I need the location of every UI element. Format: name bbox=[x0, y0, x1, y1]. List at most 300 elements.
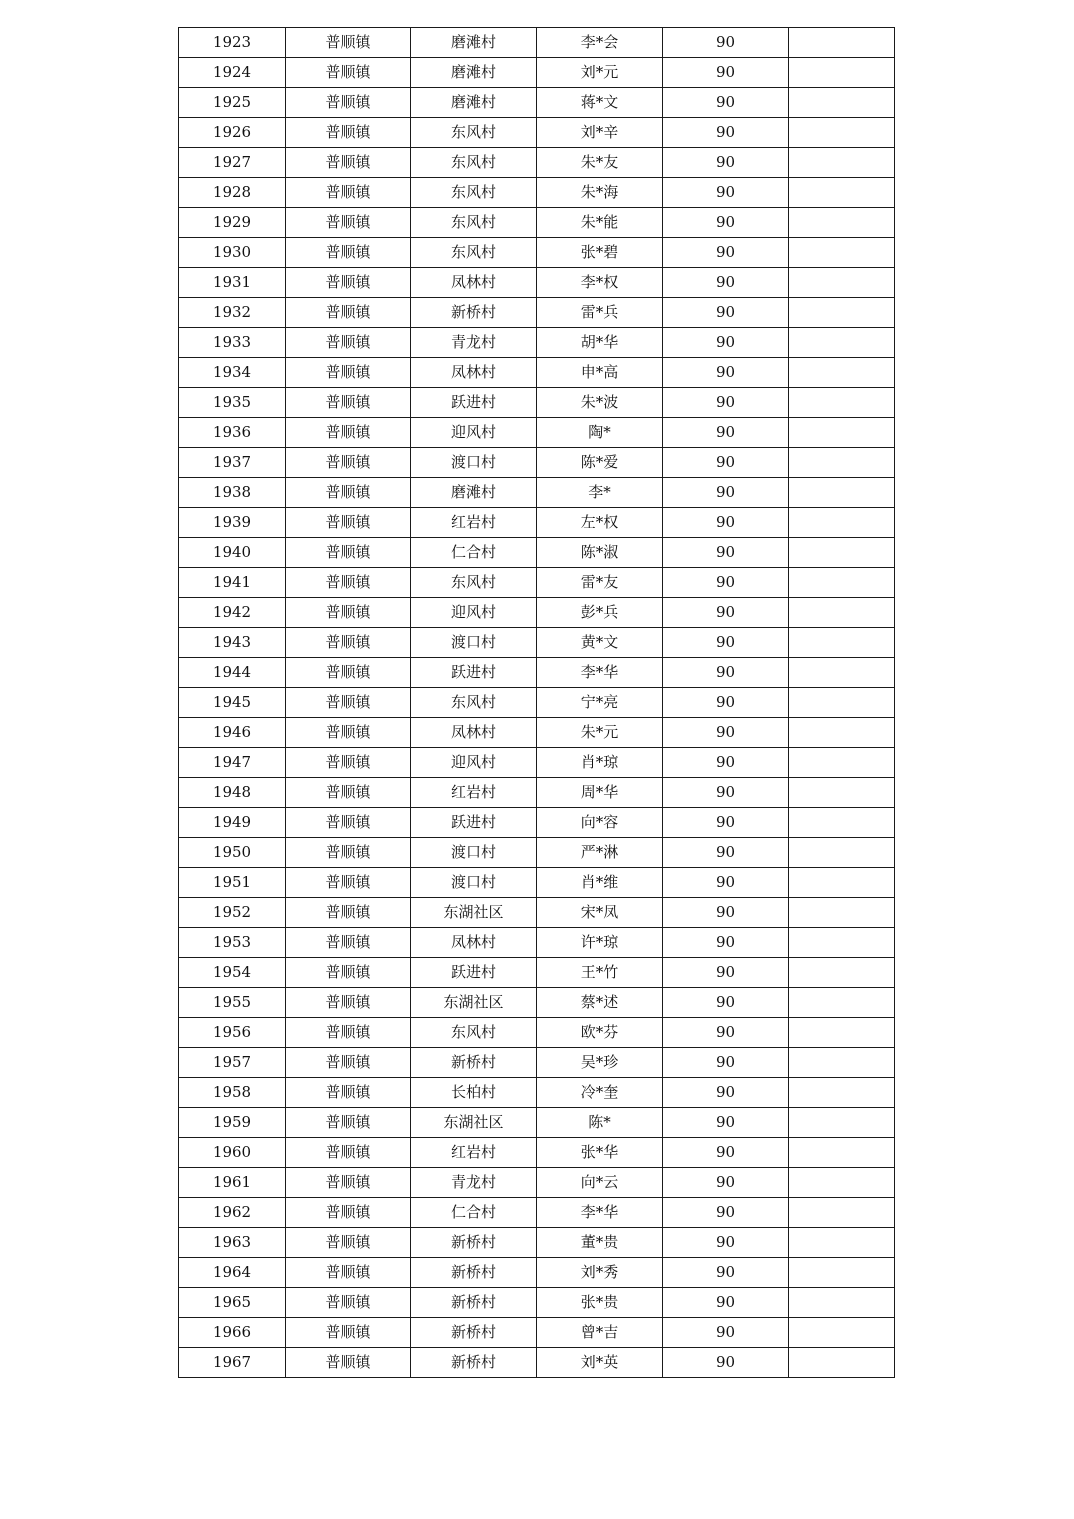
table-row bbox=[179, 1018, 895, 1048]
village-cell: 东风村 bbox=[411, 1018, 537, 1048]
town-cell: 普顺镇 bbox=[286, 1108, 411, 1138]
village-cell: 青龙村 bbox=[411, 1168, 537, 1198]
row-number-cell: 1941 bbox=[179, 568, 286, 598]
table-row bbox=[179, 88, 895, 118]
note-cell bbox=[789, 1168, 895, 1198]
row-number-cell: 1951 bbox=[179, 868, 286, 898]
table-row bbox=[179, 1288, 895, 1318]
name-cell: 刘*英 bbox=[537, 1348, 663, 1378]
table-row bbox=[179, 808, 895, 838]
note-cell bbox=[789, 388, 895, 418]
name-cell: 张*华 bbox=[537, 1138, 663, 1168]
row-number-cell: 1927 bbox=[179, 148, 286, 178]
table-row bbox=[179, 118, 895, 148]
name-cell: 欧*芬 bbox=[537, 1018, 663, 1048]
row-number-cell: 1937 bbox=[179, 448, 286, 478]
row-number-cell: 1947 bbox=[179, 748, 286, 778]
town-cell: 普顺镇 bbox=[286, 928, 411, 958]
amount-cell: 90 bbox=[663, 58, 789, 88]
town-cell: 普顺镇 bbox=[286, 1018, 411, 1048]
town-cell: 普顺镇 bbox=[286, 118, 411, 148]
table-row bbox=[179, 418, 895, 448]
note-cell bbox=[789, 778, 895, 808]
name-cell: 朱*能 bbox=[537, 208, 663, 238]
town-cell: 普顺镇 bbox=[286, 988, 411, 1018]
village-cell: 渡口村 bbox=[411, 448, 537, 478]
amount-cell: 90 bbox=[663, 718, 789, 748]
amount-cell: 90 bbox=[663, 568, 789, 598]
table-row bbox=[179, 868, 895, 898]
name-cell: 李* bbox=[537, 478, 663, 508]
name-cell: 向*云 bbox=[537, 1168, 663, 1198]
village-cell: 迎风村 bbox=[411, 748, 537, 778]
village-cell: 凤林村 bbox=[411, 718, 537, 748]
village-cell: 渡口村 bbox=[411, 868, 537, 898]
table-row bbox=[179, 658, 895, 688]
table-row bbox=[179, 478, 895, 508]
village-cell: 新桥村 bbox=[411, 1228, 537, 1258]
amount-cell: 90 bbox=[663, 868, 789, 898]
amount-cell: 90 bbox=[663, 88, 789, 118]
name-cell: 王*竹 bbox=[537, 958, 663, 988]
village-cell: 仁合村 bbox=[411, 1198, 537, 1228]
table-row bbox=[179, 838, 895, 868]
amount-cell: 90 bbox=[663, 628, 789, 658]
name-cell: 刘*辛 bbox=[537, 118, 663, 148]
amount-cell: 90 bbox=[663, 1258, 789, 1288]
village-cell: 东湖社区 bbox=[411, 1108, 537, 1138]
name-cell: 李*华 bbox=[537, 658, 663, 688]
row-number-cell: 1926 bbox=[179, 118, 286, 148]
row-number-cell: 1936 bbox=[179, 418, 286, 448]
note-cell bbox=[789, 118, 895, 148]
name-cell: 朱*元 bbox=[537, 718, 663, 748]
village-cell: 新桥村 bbox=[411, 1288, 537, 1318]
town-cell: 普顺镇 bbox=[286, 718, 411, 748]
village-cell: 迎风村 bbox=[411, 418, 537, 448]
town-cell: 普顺镇 bbox=[286, 1348, 411, 1378]
note-cell bbox=[789, 358, 895, 388]
note-cell bbox=[789, 748, 895, 778]
village-cell: 东风村 bbox=[411, 148, 537, 178]
amount-cell: 90 bbox=[663, 958, 789, 988]
row-number-cell: 1931 bbox=[179, 268, 286, 298]
table-row bbox=[179, 58, 895, 88]
row-number-cell: 1934 bbox=[179, 358, 286, 388]
note-cell bbox=[789, 1018, 895, 1048]
table-row bbox=[179, 988, 895, 1018]
table-row bbox=[179, 1078, 895, 1108]
name-cell: 蒋*文 bbox=[537, 88, 663, 118]
note-cell bbox=[789, 1258, 895, 1288]
town-cell: 普顺镇 bbox=[286, 388, 411, 418]
note-cell bbox=[789, 1078, 895, 1108]
name-cell: 黄*文 bbox=[537, 628, 663, 658]
table-row bbox=[179, 778, 895, 808]
town-cell: 普顺镇 bbox=[286, 1288, 411, 1318]
town-cell: 普顺镇 bbox=[286, 658, 411, 688]
note-cell bbox=[789, 328, 895, 358]
table-row bbox=[179, 28, 895, 58]
amount-cell: 90 bbox=[663, 478, 789, 508]
row-number-cell: 1964 bbox=[179, 1258, 286, 1288]
name-cell: 许*琼 bbox=[537, 928, 663, 958]
note-cell bbox=[789, 58, 895, 88]
table-row bbox=[179, 508, 895, 538]
note-cell bbox=[789, 268, 895, 298]
town-cell: 普顺镇 bbox=[286, 838, 411, 868]
town-cell: 普顺镇 bbox=[286, 208, 411, 238]
note-cell bbox=[789, 898, 895, 928]
village-cell: 东风村 bbox=[411, 238, 537, 268]
village-cell: 迎风村 bbox=[411, 598, 537, 628]
note-cell bbox=[789, 238, 895, 268]
name-cell: 董*贵 bbox=[537, 1228, 663, 1258]
amount-cell: 90 bbox=[663, 538, 789, 568]
name-cell: 严*淋 bbox=[537, 838, 663, 868]
row-number-cell: 1960 bbox=[179, 1138, 286, 1168]
amount-cell: 90 bbox=[663, 598, 789, 628]
table-row bbox=[179, 178, 895, 208]
table-row bbox=[179, 358, 895, 388]
name-cell: 曾*吉 bbox=[537, 1318, 663, 1348]
name-cell: 朱*友 bbox=[537, 148, 663, 178]
note-cell bbox=[789, 958, 895, 988]
note-cell bbox=[789, 28, 895, 58]
note-cell bbox=[789, 538, 895, 568]
table-row bbox=[179, 568, 895, 598]
note-cell bbox=[789, 418, 895, 448]
amount-cell: 90 bbox=[663, 1198, 789, 1228]
table-row bbox=[179, 1348, 895, 1378]
amount-cell: 90 bbox=[663, 28, 789, 58]
village-cell: 渡口村 bbox=[411, 838, 537, 868]
amount-cell: 90 bbox=[663, 238, 789, 268]
row-number-cell: 1959 bbox=[179, 1108, 286, 1138]
village-cell: 跃进村 bbox=[411, 388, 537, 418]
town-cell: 普顺镇 bbox=[286, 58, 411, 88]
town-cell: 普顺镇 bbox=[286, 418, 411, 448]
town-cell: 普顺镇 bbox=[286, 28, 411, 58]
table-row bbox=[179, 328, 895, 358]
table-row bbox=[179, 1048, 895, 1078]
table-row bbox=[179, 928, 895, 958]
name-cell: 肖*琼 bbox=[537, 748, 663, 778]
table-row bbox=[179, 598, 895, 628]
town-cell: 普顺镇 bbox=[286, 1168, 411, 1198]
village-cell: 凤林村 bbox=[411, 358, 537, 388]
note-cell bbox=[789, 628, 895, 658]
row-number-cell: 1955 bbox=[179, 988, 286, 1018]
village-cell: 东风村 bbox=[411, 208, 537, 238]
town-cell: 普顺镇 bbox=[286, 328, 411, 358]
name-cell: 李*权 bbox=[537, 268, 663, 298]
town-cell: 普顺镇 bbox=[286, 568, 411, 598]
town-cell: 普顺镇 bbox=[286, 1318, 411, 1348]
name-cell: 申*高 bbox=[537, 358, 663, 388]
table-row bbox=[179, 208, 895, 238]
town-cell: 普顺镇 bbox=[286, 628, 411, 658]
note-cell bbox=[789, 508, 895, 538]
roster-table bbox=[178, 27, 895, 1378]
town-cell: 普顺镇 bbox=[286, 508, 411, 538]
amount-cell: 90 bbox=[663, 1318, 789, 1348]
name-cell: 刘*元 bbox=[537, 58, 663, 88]
town-cell: 普顺镇 bbox=[286, 538, 411, 568]
name-cell: 朱*海 bbox=[537, 178, 663, 208]
note-cell bbox=[789, 148, 895, 178]
row-number-cell: 1953 bbox=[179, 928, 286, 958]
name-cell: 雷*友 bbox=[537, 568, 663, 598]
note-cell bbox=[789, 868, 895, 898]
amount-cell: 90 bbox=[663, 298, 789, 328]
village-cell: 东风村 bbox=[411, 178, 537, 208]
village-cell: 凤林村 bbox=[411, 928, 537, 958]
note-cell bbox=[789, 1348, 895, 1378]
amount-cell: 90 bbox=[663, 688, 789, 718]
note-cell bbox=[789, 1108, 895, 1138]
town-cell: 普顺镇 bbox=[286, 598, 411, 628]
amount-cell: 90 bbox=[663, 1138, 789, 1168]
table-row bbox=[179, 148, 895, 178]
village-cell: 仁合村 bbox=[411, 538, 537, 568]
name-cell: 彭*兵 bbox=[537, 598, 663, 628]
amount-cell: 90 bbox=[663, 118, 789, 148]
note-cell bbox=[789, 448, 895, 478]
note-cell bbox=[789, 1198, 895, 1228]
town-cell: 普顺镇 bbox=[286, 1078, 411, 1108]
town-cell: 普顺镇 bbox=[286, 268, 411, 298]
town-cell: 普顺镇 bbox=[286, 298, 411, 328]
town-cell: 普顺镇 bbox=[286, 1048, 411, 1078]
amount-cell: 90 bbox=[663, 328, 789, 358]
note-cell bbox=[789, 928, 895, 958]
note-cell bbox=[789, 688, 895, 718]
table-row bbox=[179, 298, 895, 328]
row-number-cell: 1966 bbox=[179, 1318, 286, 1348]
name-cell: 张*贵 bbox=[537, 1288, 663, 1318]
note-cell bbox=[789, 568, 895, 598]
town-cell: 普顺镇 bbox=[286, 808, 411, 838]
amount-cell: 90 bbox=[663, 1348, 789, 1378]
amount-cell: 90 bbox=[663, 658, 789, 688]
amount-cell: 90 bbox=[663, 1078, 789, 1108]
table-row bbox=[179, 1138, 895, 1168]
amount-cell: 90 bbox=[663, 1108, 789, 1138]
table-row bbox=[179, 448, 895, 478]
name-cell: 张*碧 bbox=[537, 238, 663, 268]
name-cell: 陈* bbox=[537, 1108, 663, 1138]
row-number-cell: 1924 bbox=[179, 58, 286, 88]
amount-cell: 90 bbox=[663, 418, 789, 448]
note-cell bbox=[789, 718, 895, 748]
note-cell bbox=[789, 1138, 895, 1168]
name-cell: 陶* bbox=[537, 418, 663, 448]
name-cell: 陈*爱 bbox=[537, 448, 663, 478]
row-number-cell: 1933 bbox=[179, 328, 286, 358]
amount-cell: 90 bbox=[663, 1168, 789, 1198]
village-cell: 红岩村 bbox=[411, 1138, 537, 1168]
note-cell bbox=[789, 1228, 895, 1258]
row-number-cell: 1925 bbox=[179, 88, 286, 118]
row-number-cell: 1928 bbox=[179, 178, 286, 208]
row-number-cell: 1939 bbox=[179, 508, 286, 538]
table-row bbox=[179, 688, 895, 718]
row-number-cell: 1945 bbox=[179, 688, 286, 718]
amount-cell: 90 bbox=[663, 448, 789, 478]
note-cell bbox=[789, 478, 895, 508]
amount-cell: 90 bbox=[663, 208, 789, 238]
village-cell: 渡口村 bbox=[411, 628, 537, 658]
name-cell: 胡*华 bbox=[537, 328, 663, 358]
name-cell: 刘*秀 bbox=[537, 1258, 663, 1288]
town-cell: 普顺镇 bbox=[286, 178, 411, 208]
row-number-cell: 1932 bbox=[179, 298, 286, 328]
row-number-cell: 1950 bbox=[179, 838, 286, 868]
amount-cell: 90 bbox=[663, 838, 789, 868]
row-number-cell: 1938 bbox=[179, 478, 286, 508]
amount-cell: 90 bbox=[663, 148, 789, 178]
amount-cell: 90 bbox=[663, 898, 789, 928]
amount-cell: 90 bbox=[663, 388, 789, 418]
name-cell: 朱*波 bbox=[537, 388, 663, 418]
village-cell: 东湖社区 bbox=[411, 898, 537, 928]
amount-cell: 90 bbox=[663, 508, 789, 538]
town-cell: 普顺镇 bbox=[286, 448, 411, 478]
town-cell: 普顺镇 bbox=[286, 88, 411, 118]
row-number-cell: 1949 bbox=[179, 808, 286, 838]
town-cell: 普顺镇 bbox=[286, 868, 411, 898]
note-cell bbox=[789, 178, 895, 208]
town-cell: 普顺镇 bbox=[286, 688, 411, 718]
name-cell: 冷*奎 bbox=[537, 1078, 663, 1108]
town-cell: 普顺镇 bbox=[286, 1228, 411, 1258]
amount-cell: 90 bbox=[663, 748, 789, 778]
town-cell: 普顺镇 bbox=[286, 238, 411, 268]
table-row bbox=[179, 748, 895, 778]
name-cell: 李*华 bbox=[537, 1198, 663, 1228]
amount-cell: 90 bbox=[663, 1228, 789, 1258]
table-row bbox=[179, 1198, 895, 1228]
note-cell bbox=[789, 208, 895, 238]
village-cell: 磨滩村 bbox=[411, 478, 537, 508]
row-number-cell: 1965 bbox=[179, 1288, 286, 1318]
row-number-cell: 1961 bbox=[179, 1168, 286, 1198]
village-cell: 磨滩村 bbox=[411, 88, 537, 118]
table-row bbox=[179, 388, 895, 418]
name-cell: 宁*亮 bbox=[537, 688, 663, 718]
note-cell bbox=[789, 988, 895, 1018]
village-cell: 凤林村 bbox=[411, 268, 537, 298]
village-cell: 东风村 bbox=[411, 118, 537, 148]
village-cell: 新桥村 bbox=[411, 1258, 537, 1288]
table-row bbox=[179, 628, 895, 658]
name-cell: 周*华 bbox=[537, 778, 663, 808]
town-cell: 普顺镇 bbox=[286, 478, 411, 508]
row-number-cell: 1963 bbox=[179, 1228, 286, 1258]
village-cell: 跃进村 bbox=[411, 658, 537, 688]
row-number-cell: 1956 bbox=[179, 1018, 286, 1048]
name-cell: 肖*维 bbox=[537, 868, 663, 898]
town-cell: 普顺镇 bbox=[286, 148, 411, 178]
table-row bbox=[179, 538, 895, 568]
name-cell: 向*容 bbox=[537, 808, 663, 838]
town-cell: 普顺镇 bbox=[286, 1258, 411, 1288]
row-number-cell: 1930 bbox=[179, 238, 286, 268]
row-number-cell: 1943 bbox=[179, 628, 286, 658]
row-number-cell: 1957 bbox=[179, 1048, 286, 1078]
table-row bbox=[179, 1108, 895, 1138]
table-row bbox=[179, 1258, 895, 1288]
amount-cell: 90 bbox=[663, 268, 789, 298]
name-cell: 李*会 bbox=[537, 28, 663, 58]
amount-cell: 90 bbox=[663, 928, 789, 958]
town-cell: 普顺镇 bbox=[286, 1138, 411, 1168]
village-cell: 红岩村 bbox=[411, 778, 537, 808]
note-cell bbox=[789, 598, 895, 628]
row-number-cell: 1962 bbox=[179, 1198, 286, 1228]
village-cell: 跃进村 bbox=[411, 808, 537, 838]
row-number-cell: 1948 bbox=[179, 778, 286, 808]
row-number-cell: 1944 bbox=[179, 658, 286, 688]
table-row bbox=[179, 1228, 895, 1258]
amount-cell: 90 bbox=[663, 178, 789, 208]
table-row bbox=[179, 958, 895, 988]
amount-cell: 90 bbox=[663, 1048, 789, 1078]
note-cell bbox=[789, 658, 895, 688]
row-number-cell: 1935 bbox=[179, 388, 286, 418]
name-cell: 吴*珍 bbox=[537, 1048, 663, 1078]
village-cell: 新桥村 bbox=[411, 1318, 537, 1348]
village-cell: 新桥村 bbox=[411, 1348, 537, 1378]
village-cell: 东风村 bbox=[411, 568, 537, 598]
name-cell: 宋*凤 bbox=[537, 898, 663, 928]
amount-cell: 90 bbox=[663, 778, 789, 808]
village-cell: 跃进村 bbox=[411, 958, 537, 988]
note-cell bbox=[789, 88, 895, 118]
town-cell: 普顺镇 bbox=[286, 358, 411, 388]
note-cell bbox=[789, 298, 895, 328]
row-number-cell: 1929 bbox=[179, 208, 286, 238]
note-cell bbox=[789, 1048, 895, 1078]
village-cell: 红岩村 bbox=[411, 508, 537, 538]
village-cell: 青龙村 bbox=[411, 328, 537, 358]
table-row bbox=[179, 898, 895, 928]
village-cell: 磨滩村 bbox=[411, 28, 537, 58]
name-cell: 雷*兵 bbox=[537, 298, 663, 328]
name-cell: 陈*淑 bbox=[537, 538, 663, 568]
roster-table-body bbox=[179, 28, 895, 1378]
village-cell: 东风村 bbox=[411, 688, 537, 718]
document-page bbox=[178, 27, 895, 1378]
row-number-cell: 1967 bbox=[179, 1348, 286, 1378]
amount-cell: 90 bbox=[663, 808, 789, 838]
row-number-cell: 1942 bbox=[179, 598, 286, 628]
name-cell: 蔡*述 bbox=[537, 988, 663, 1018]
table-row bbox=[179, 1318, 895, 1348]
row-number-cell: 1954 bbox=[179, 958, 286, 988]
town-cell: 普顺镇 bbox=[286, 898, 411, 928]
amount-cell: 90 bbox=[663, 988, 789, 1018]
village-cell: 磨滩村 bbox=[411, 58, 537, 88]
table-row bbox=[179, 718, 895, 748]
row-number-cell: 1952 bbox=[179, 898, 286, 928]
note-cell bbox=[789, 1318, 895, 1348]
amount-cell: 90 bbox=[663, 1018, 789, 1048]
note-cell bbox=[789, 808, 895, 838]
table-row bbox=[179, 268, 895, 298]
amount-cell: 90 bbox=[663, 1288, 789, 1318]
